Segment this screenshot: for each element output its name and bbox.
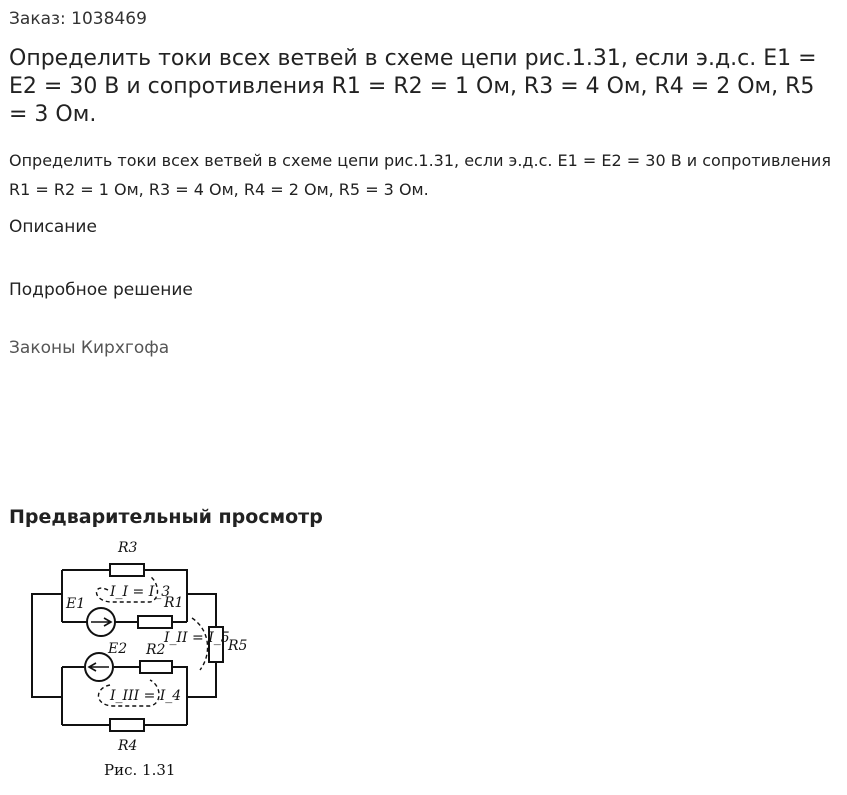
- resistor-r3: [110, 564, 144, 576]
- task-title: Определить токи всех ветвей в схеме цепи рис.1.31, если э.д.с. E1 = E2 = 30 В и сопротивления R1 = R2 = 1 Ом, R3 = 4 Ом, R4 = 2 Ом, R5 = 3 Ом.: [9, 46, 817, 127]
- label-e2: E2: [108, 641, 128, 657]
- wire-outer-left: [32, 594, 62, 697]
- task-description: Определить токи всех ветвей в схеме цепи рис.1.31, если э.д.с. E1 = E2 = 30 В и сопротивления R1 = R2 = 1 Ом, R3 = 4 Ом, R4 = 2 Ом, R5 = 3 Ом.: [9, 151, 831, 199]
- label-r3: R3: [118, 540, 138, 556]
- circuit-diagram: [0, 530, 300, 795]
- label-r1: R1: [164, 595, 184, 611]
- label-loop2: I_II = I_5: [164, 630, 230, 646]
- resistor-r2: [140, 661, 172, 673]
- preview-heading: Предварительный просмотр: [9, 506, 323, 528]
- figure-caption: Рис. 1.31: [104, 761, 176, 779]
- label-loop3: I_III = I_4: [110, 688, 182, 704]
- label-r5: R5: [228, 638, 248, 654]
- label-e1: E1: [66, 596, 86, 612]
- solution-section-label: Подробное решение: [9, 280, 193, 300]
- circuit-preview-image: [0, 530, 300, 795]
- kirchhoff-laws-link[interactable]: Законы Кирхгофа: [9, 338, 170, 358]
- label-r2: R2: [146, 642, 166, 658]
- resistor-r1: [138, 616, 172, 628]
- description-section-label: Описание: [9, 217, 97, 237]
- resistor-r4: [110, 719, 144, 731]
- order-number: Заказ: 1038469: [9, 9, 147, 29]
- label-loop1: I_I = I_3: [110, 584, 171, 600]
- label-r4: R4: [118, 738, 138, 754]
